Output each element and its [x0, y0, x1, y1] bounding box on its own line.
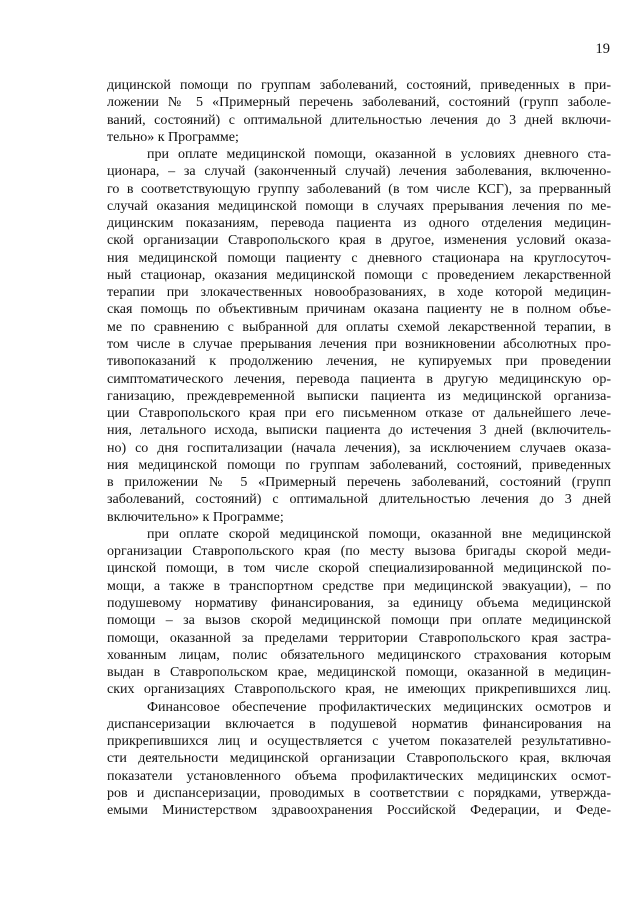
text-line: ских организациях Ставропольского края, не имеющих прикрепившихся лиц.: [107, 682, 611, 698]
text-line: ской организации Ставропольского края в другое, изменения условий оказа-: [107, 233, 611, 249]
text-line: подушевому нормативу финансирования, за единицу объема медицинской: [107, 595, 611, 611]
text-line: дицинской помощи по группам заболеваний, состояний, приведенных в при-: [107, 78, 611, 93]
paragraph-first-line: при оплате медицинской помощи, оказанной в условиях дневного ста-: [147, 147, 611, 163]
text-line: показатели установленного объема профилактических медицинских осмот-: [107, 768, 611, 784]
text-line: в приложении № 5 «Примерный перечень заболеваний, состояний (групп: [107, 475, 611, 491]
text-line: ложении № 5 «Примерный перечень заболеваний, состояний (групп заболе-: [107, 95, 611, 111]
text-line: ров и диспансеризации, проводимых в соответствии с порядками, утвержда-: [107, 785, 611, 801]
text-line: организации Ставропольского края (по месту вызова бригады скорой меди-: [107, 544, 611, 560]
text-line: случай оказания медицинской помощи в случаях прерывания лечения по ме-: [107, 198, 611, 214]
text-line: заболеваний, состояний) с оптимальной длительностью лечения до 3 дней: [107, 492, 611, 508]
text-line: терапии при злокачественных новообразованиях, в ходе которой медицин-: [107, 285, 611, 301]
text-line: сти деятельности медицинской организации Ставропольского края, включая: [107, 751, 611, 767]
text-line: ме по сравнению с выбранной для оплаты схемой лекарственной терапии, в: [107, 319, 611, 335]
text-line: ный стационар, оказания медицинской помощи с проведением лекарственной: [107, 267, 611, 283]
text-line: помощи, оказанной за пределами территории Ставропольского края застра-: [107, 630, 611, 646]
text-line: тельно» к Программе;: [107, 129, 239, 145]
text-line: ваний, состояний) с оптимальной длительностью лечения до 3 дней включи-: [107, 112, 611, 128]
text-line: ния медицинской помощи пациенту с дневного стационара на круглосуточ-: [107, 250, 611, 266]
text-line: но) со дня госпитализации (начала лечения), за исключением случаев оказа-: [107, 440, 611, 456]
paragraph-first-line: Финансовое обеспечение профилактических медицинских осмотров и: [147, 699, 611, 715]
text-line: мощи, а также в транспортном средстве при медицинской эвакуации), – по: [107, 578, 611, 594]
text-line: ционара, – за случай (законченный случай) лечения заболевания, включенно-: [107, 164, 611, 180]
text-line: ская помощь по объективным причинам оказана пациенту не в полном объе-: [107, 302, 611, 318]
text-line: цинской помощи, в том числе скорой специализированной медицинской по-: [107, 561, 611, 577]
text-line: симптоматического лечения, перевода пациента в другую медицинскую ор-: [107, 371, 611, 387]
text-line: ния, летального исхода, выписки пациента до истечения 3 дней (включитель-: [107, 423, 611, 439]
text-line: прикрепившихся лиц и осуществляется с учетом показателей результативно-: [107, 734, 611, 750]
paragraph-first-line: при оплате скорой медицинской помощи, оказанной вне медицинской: [147, 526, 611, 542]
text-line: том числе в случае прерывания лечения при возникновении абсолютных про-: [107, 336, 611, 352]
text-line: дицинским показаниям, перевода пациента из одного отделения медицин-: [107, 216, 611, 232]
document-body-text: [107, 77, 611, 819]
text-line: помощи – за вызов скорой медицинской помощи при оплате медицинской: [107, 613, 611, 629]
text-line: ганизацию, преждевременной выписки пациента из медицинской организа-: [107, 388, 611, 404]
page-number: 19: [595, 41, 610, 57]
text-line: тивопоказаний к продолжению лечения, не купируемых при проведении: [107, 354, 611, 370]
text-line: ции Ставропольского края при его письменном отказе от дальнейшего лече-: [107, 406, 611, 422]
text-line: выдан в Ставропольском крае, медицинской помощи, оказанной в медицин-: [107, 665, 611, 681]
text-line: емыми Министерством здравоохранения Российской Федерации, и Феде-: [107, 803, 611, 819]
text-line: го в соответствующую группу заболеваний (в том числе КСГ), за прерванный: [107, 181, 611, 197]
text-line: хованным лицам, полис обязательного медицинского страхования которым: [107, 647, 611, 663]
text-line: диспансеризации включается в подушевой норматив финансирования на: [107, 716, 611, 732]
text-line: ния медицинской помощи по группам заболеваний, состояний, приведенных: [107, 457, 611, 473]
text-line: включительно» к Программе;: [107, 509, 284, 525]
